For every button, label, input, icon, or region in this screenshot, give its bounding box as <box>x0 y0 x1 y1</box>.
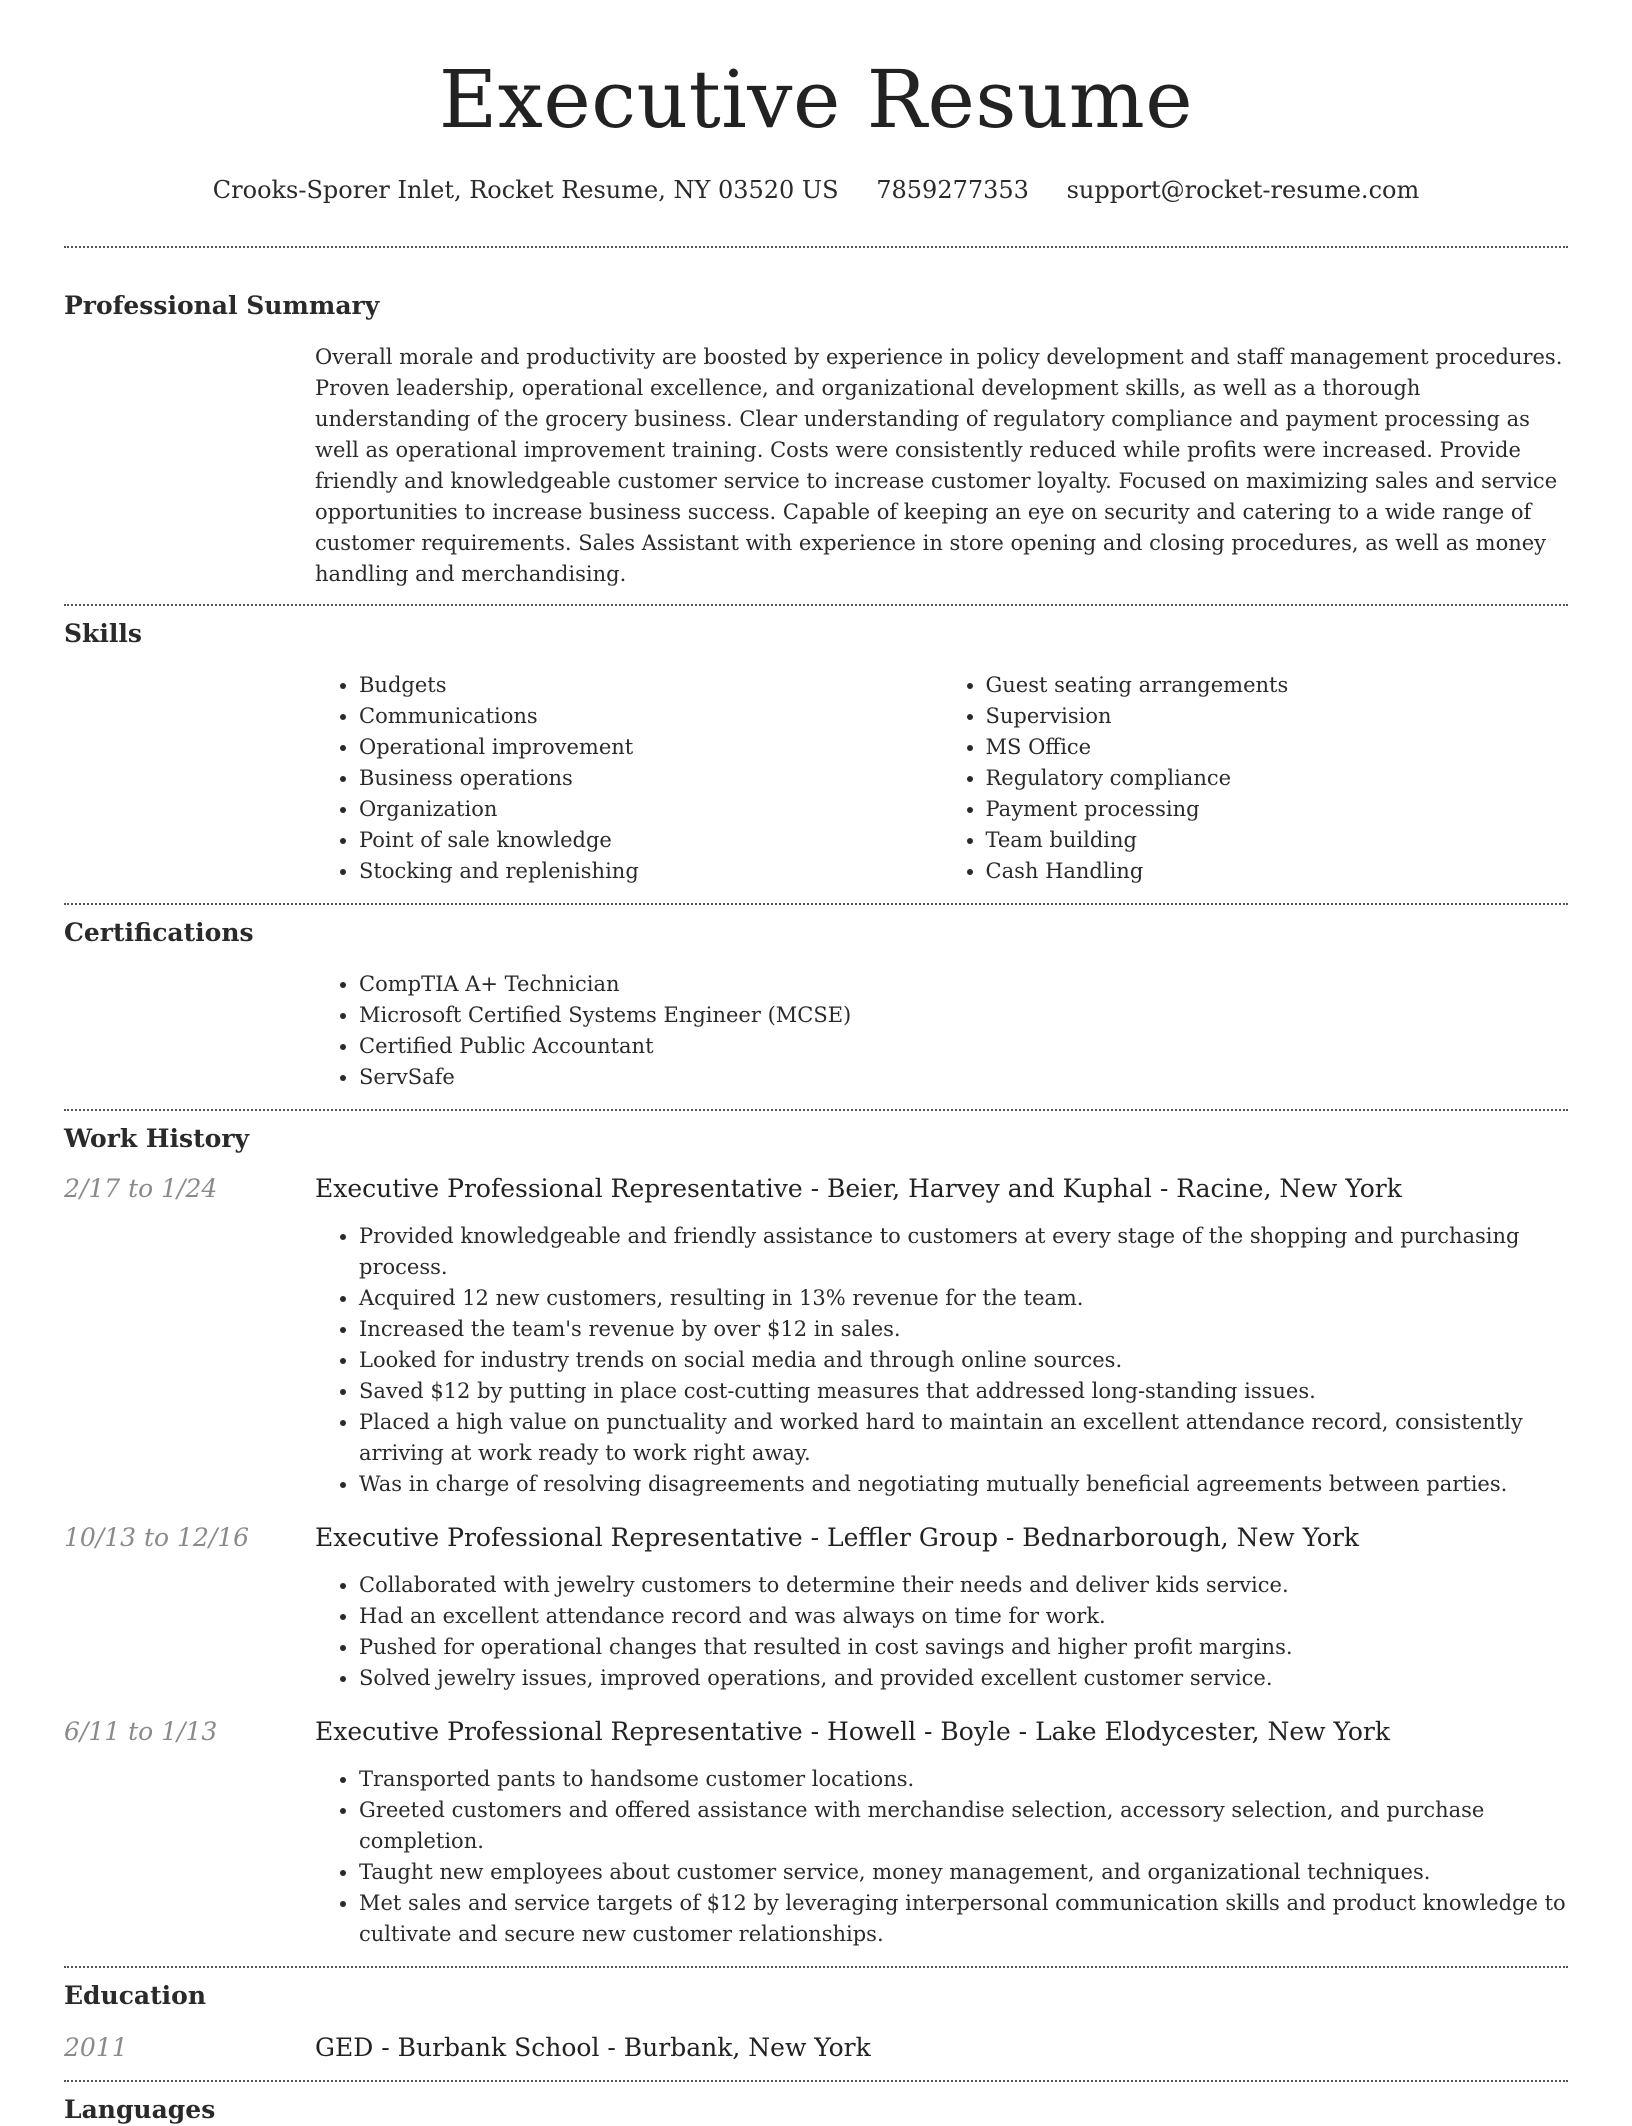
skills-right-list <box>942 670 1569 887</box>
summary-section <box>64 248 1568 604</box>
education-date: 2011 <box>64 2033 128 2062</box>
certifications-list <box>315 969 1568 1093</box>
job-date: 2/17 to 1/24 <box>64 1174 218 1203</box>
job-bullet: • Transported pants to handsome customer locations. <box>359 1764 1568 1795</box>
job-date: 6/11 to 1/13 <box>64 1717 218 1746</box>
job-bullet: • Greeted customers and offered assistance with merchandise selection, accessory selection, and purchase completion. <box>359 1795 1568 1857</box>
skills-title: Skills <box>64 619 142 648</box>
certifications-list-wrap <box>315 969 1568 1109</box>
skill-item: • Stocking and replenishing <box>359 856 942 887</box>
job-bullet: • Collaborated with jewelry customers to determine their needs and deliver kids service. <box>359 1570 1568 1601</box>
education-detail: GED - Burbank School - Burbank, New York <box>315 2033 871 2062</box>
resume-name: Executive Resume <box>438 53 1194 146</box>
skill-item: • Business operations <box>359 763 942 794</box>
job-bullet: • Taught new employees about customer service, money management, and organizational techniques. <box>359 1857 1568 1888</box>
skill-item: • Cash Handling <box>986 856 1569 887</box>
skill-item: • Regulatory compliance <box>986 763 1569 794</box>
summary-title: Professional Summary <box>64 291 380 320</box>
skills-section <box>64 606 1568 903</box>
job-bullet: • Was in charge of resolving disagreements and negotiating mutually beneficial agreements between parties. <box>359 1469 1568 1500</box>
contact-phone: 7859277353 <box>876 176 1029 204</box>
certifications-title: Certifications <box>64 918 254 947</box>
education-section <box>64 1968 1568 2080</box>
skill-item: • Team building <box>986 825 1569 856</box>
work-history-section <box>64 1111 1568 1966</box>
job-bullet: • Saved $12 by putting in place cost-cutting measures that addressed long-standing issues. <box>359 1376 1568 1407</box>
work-history-title: Work History <box>64 1124 250 1153</box>
skill-item: • Guest seating arrangements <box>986 670 1569 701</box>
job-bullet: • Had an excellent attendance record and was always on time for work. <box>359 1601 1568 1632</box>
job-bullet: • Met sales and service targets of $12 by leveraging interpersonal communication skills and product knowledge to cultivate and secure new customer relationships. <box>359 1888 1568 1950</box>
job-bullet: • Acquired 12 new customers, resulting in 13% revenue for the team. <box>359 1283 1568 1314</box>
job-bullet: • Increased the team's revenue by over $12 in sales. <box>359 1314 1568 1345</box>
skill-item: • Payment processing <box>986 794 1569 825</box>
certification-item: • CompTIA A+ Technician <box>359 969 1568 1000</box>
skills-left-list <box>315 670 942 887</box>
skill-item: • Organization <box>359 794 942 825</box>
skill-item: • MS Office <box>986 732 1569 763</box>
contact-email[interactable]: support@rocket-resume.com <box>1066 176 1420 204</box>
job-date: 10/13 to 12/16 <box>64 1523 250 1552</box>
resume-page <box>64 0 1568 2126</box>
languages-title: Languages <box>64 2095 216 2124</box>
job-bullets <box>315 1221 1568 1500</box>
certification-item: • Certified Public Accountant <box>359 1031 1568 1062</box>
skills-columns <box>315 670 1568 903</box>
certifications-section <box>64 905 1568 1109</box>
job-bullet: • Placed a high value on punctuality and worked hard to maintain an excellent attendance record, consistently arriving at work ready to work right away. <box>359 1407 1568 1469</box>
job-bullets <box>315 1764 1568 1950</box>
skill-item: • Budgets <box>359 670 942 701</box>
job-bullet: • Looked for industry trends on social media and through online sources. <box>359 1345 1568 1376</box>
job-title: Executive Professional Representative - Howell - Boyle - Lake Elodycester, New York <box>315 1717 1390 1746</box>
job-entry <box>64 1716 1568 1950</box>
skill-item: • Supervision <box>986 701 1569 732</box>
job-entry <box>64 1522 1568 1694</box>
education-entry <box>64 2032 1568 2080</box>
job-bullet: • Solved jewelry issues, improved operations, and provided excellent customer service. <box>359 1663 1568 1694</box>
job-bullet: • Provided knowledgeable and friendly assistance to customers at every stage of the shopping and purchasing process. <box>359 1221 1568 1283</box>
skill-item: • Point of sale knowledge <box>359 825 942 856</box>
job-bullets <box>315 1570 1568 1694</box>
certification-item: • ServSafe <box>359 1062 1568 1093</box>
contact-address: Crooks-Sporer Inlet, Rocket Resume, NY 03520 US <box>212 176 839 204</box>
languages-section <box>64 2082 1568 2126</box>
education-title: Education <box>64 1981 207 2010</box>
skill-item: • Communications <box>359 701 942 732</box>
job-title: Executive Professional Representative - Leffler Group - Bednarborough, New York <box>315 1523 1360 1552</box>
summary-text: Overall morale and productivity are boosted by experience in policy development and staff management procedures. Proven leadership, operational excellence, and organizational development skills, as well as a thorough understanding of the grocery business. Clear understanding of regulatory compliance and payment processing as well as operational improvement training. Costs were consistently reduced while profits were increased. Provide friendly and knowledgeable customer service to increase customer loyalty. Focused on maximizing sales and service opportunities to increase business success. Capable of keeping an eye on security and catering to a wide range of customer requirements. Sales Assistant with experience in store opening and closing procedures, as well as money handling and merchandising. <box>315 345 1563 586</box>
job-title: Executive Professional Representative - Beier, Harvey and Kuphal - Racine, New York <box>315 1174 1402 1203</box>
job-entry <box>64 1173 1568 1500</box>
certification-item: • Microsoft Certified Systems Engineer (MCSE) <box>359 1000 1568 1031</box>
job-bullet: • Pushed for operational changes that resulted in cost savings and higher profit margins. <box>359 1632 1568 1663</box>
contact-line <box>64 174 1568 206</box>
skill-item: • Operational improvement <box>359 732 942 763</box>
